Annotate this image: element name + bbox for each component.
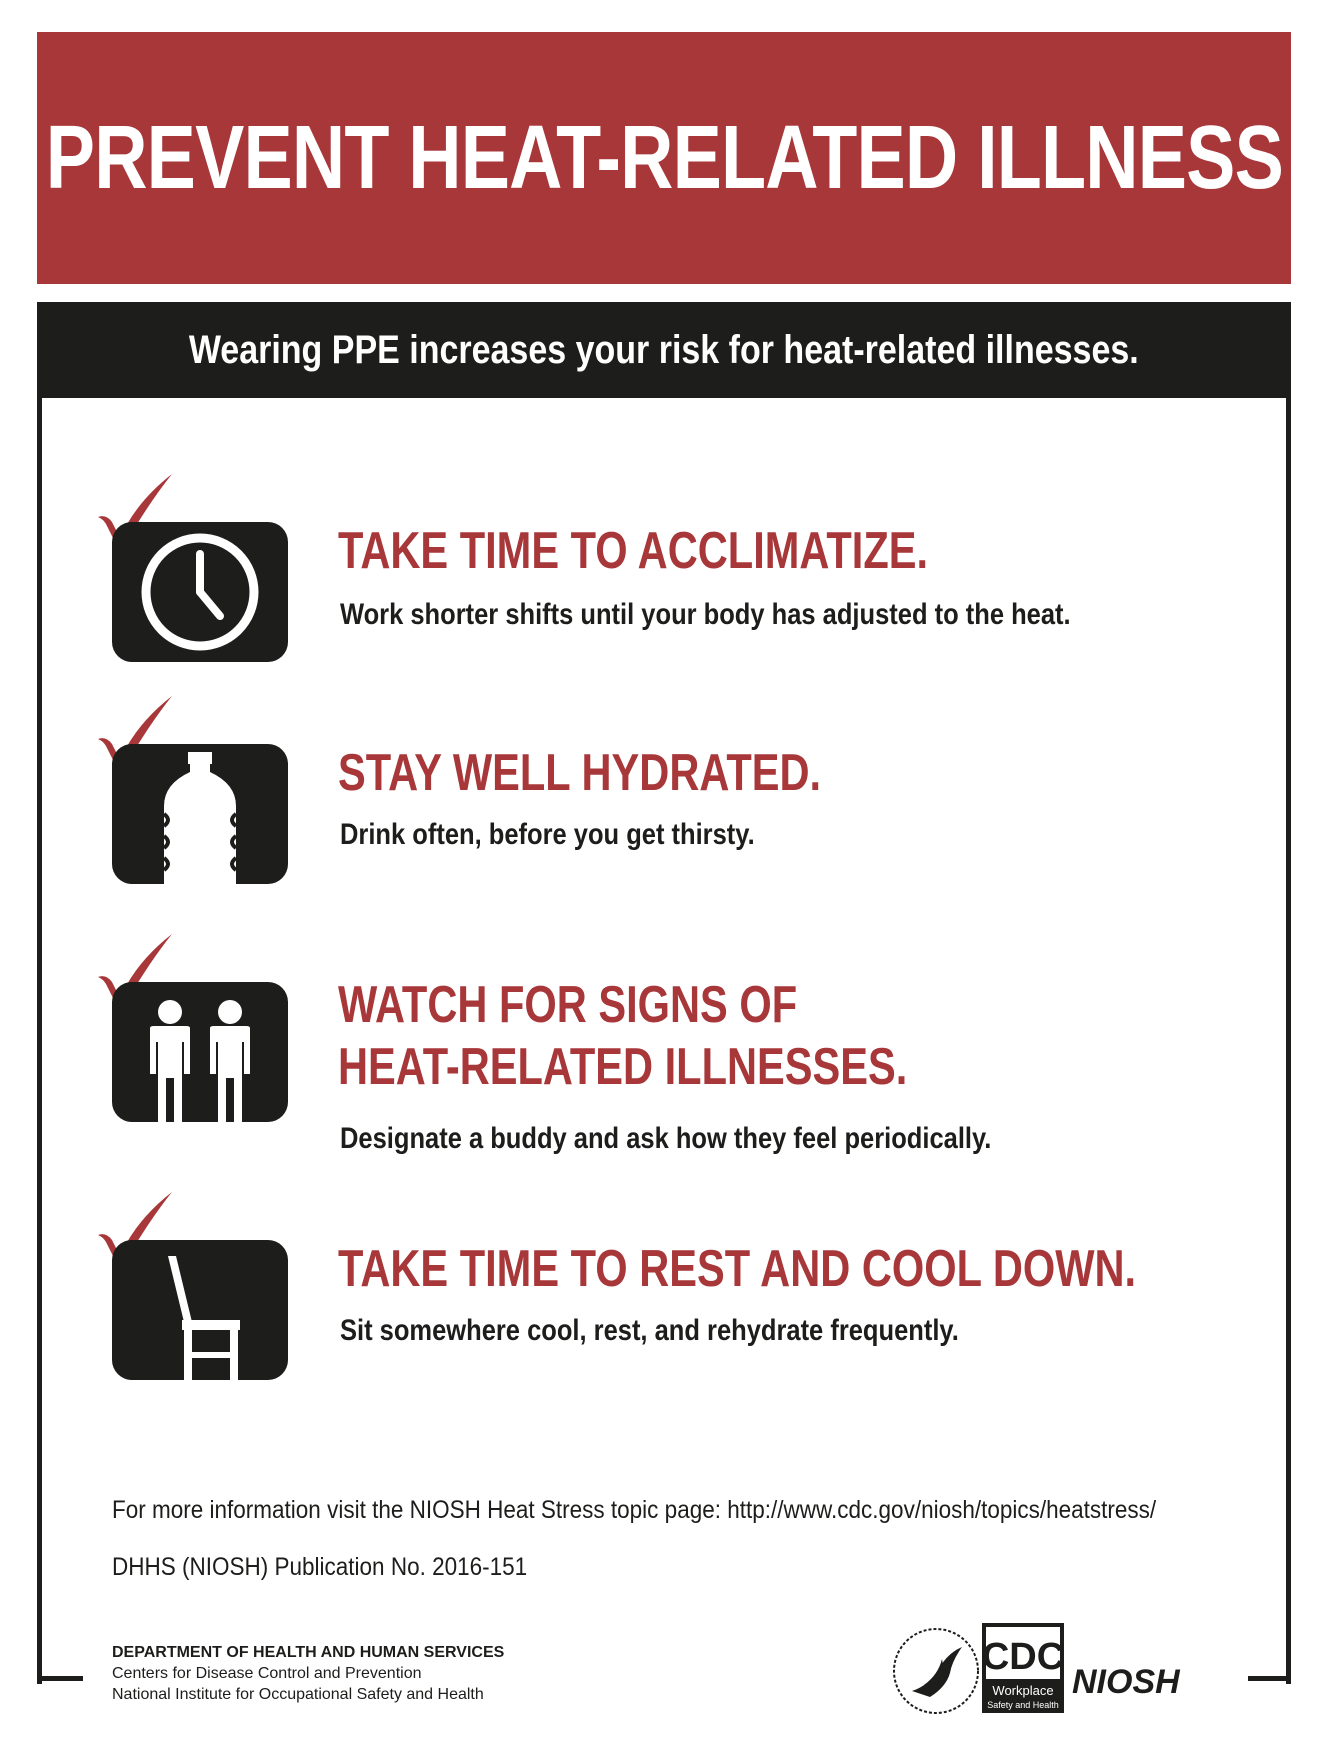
page-subtitle: Wearing PPE increases your risk for heat-related illnesses.: [189, 327, 1139, 372]
more-info-text: For more information visit the NIOSH Heat Stress topic page: http://www.cdc.gov/niosh/topics/heatstress/: [112, 1496, 1157, 1524]
tip-heading: TAKE TIME TO REST AND COOL DOWN.: [338, 1240, 1137, 1298]
tip-heading: STAY WELL HYDRATED.: [338, 744, 822, 802]
icon-tile: [112, 744, 288, 884]
frame-corner-left: [37, 1676, 83, 1681]
svg-text:Workplace: Workplace: [992, 1683, 1054, 1698]
tip-heading-line2: HEAT-RELATED ILLNESSES.: [338, 1038, 908, 1096]
publication-number: DHHS (NIOSH) Publication No. 2016-151: [112, 1553, 528, 1581]
tip-body: Sit somewhere cool, rest, and rehydrate frequently.: [340, 1314, 959, 1347]
page-title: PREVENT HEAT-RELATED ILLNESS: [45, 107, 1283, 208]
tip-body: Work shorter shifts until your body has adjusted to the heat.: [340, 598, 1071, 631]
chair-icon: [112, 1240, 288, 1380]
department-block: [112, 1642, 504, 1705]
water-bottle-icon: [112, 744, 288, 884]
cdc-logo: [982, 1623, 1064, 1713]
clock-icon: [112, 522, 288, 662]
hhs-seal-icon: [894, 1629, 978, 1713]
svg-text:Safety and Health: Safety and Health: [987, 1700, 1059, 1710]
title-banner: [37, 32, 1291, 284]
cdc-name: Centers for Disease Control and Prevention: [112, 1665, 422, 1682]
icon-tile: [112, 1240, 288, 1380]
icon-tile: [112, 522, 288, 662]
niosh-name: National Institute for Occupational Safety and Health: [112, 1686, 484, 1703]
tip-body: Designate a buddy and ask how they feel periodically.: [340, 1122, 992, 1155]
frame-corner-right: [1248, 1676, 1291, 1681]
niosh-logo: [1072, 1663, 1181, 1701]
svg-text:NIOSH: NIOSH: [1072, 1663, 1180, 1701]
tip-heading: TAKE TIME TO ACCLIMATIZE.: [338, 522, 929, 580]
subtitle-bar: [37, 302, 1291, 398]
buddy-people-icon: [112, 982, 288, 1122]
tip-body: Drink often, before you get thirsty.: [340, 818, 755, 851]
svg-text:CDC: CDC: [981, 1636, 1065, 1678]
department-name: DEPARTMENT OF HEALTH AND HUMAN SERVICES: [112, 1644, 505, 1661]
agency-logos: [890, 1615, 1220, 1727]
icon-tile: [112, 982, 288, 1122]
tip-heading-line1: WATCH FOR SIGNS OF: [338, 976, 798, 1034]
